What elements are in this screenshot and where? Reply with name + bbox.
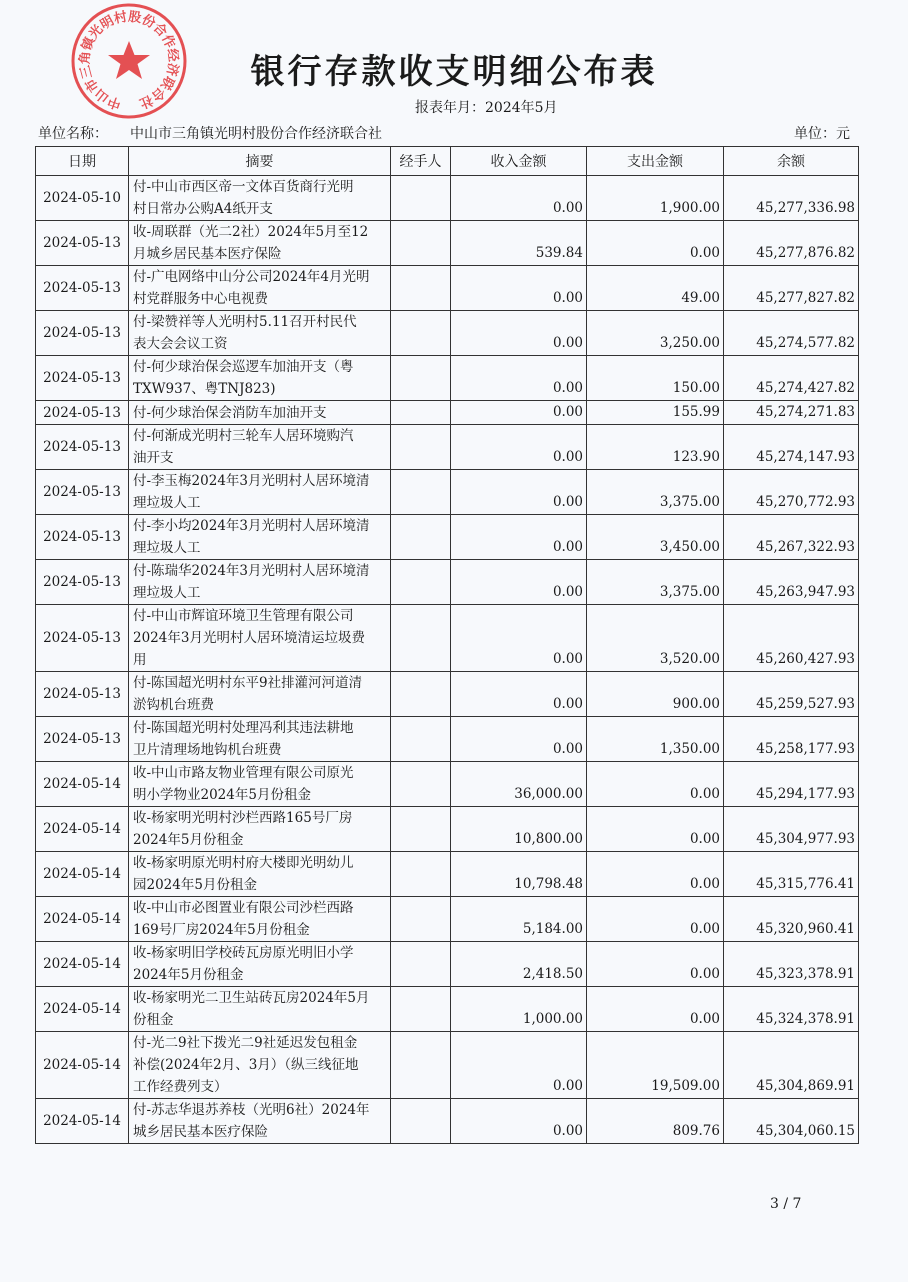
row-income: 2,418.50 <box>451 942 587 987</box>
currency-unit: 单位：元 <box>794 126 850 142</box>
row-balance: 45,294,177.93 <box>724 762 859 807</box>
table-row <box>36 560 859 605</box>
row-summary: 付-李小均2024年3月光明村人居环境清 理垃圾人工 <box>129 515 391 560</box>
table-row <box>36 1032 859 1099</box>
row-expense: 0.00 <box>587 897 724 942</box>
row-handler <box>391 515 451 560</box>
table-row <box>36 515 859 560</box>
row-income: 0.00 <box>451 425 587 470</box>
row-balance: 45,320,960.41 <box>724 897 859 942</box>
row-date: 2024-05-13 <box>36 221 129 266</box>
row-expense: 1,350.00 <box>587 717 724 762</box>
page-title: 银行存款收支明细公布表 <box>250 52 658 92</box>
row-date: 2024-05-13 <box>36 425 129 470</box>
row-balance: 45,304,977.93 <box>724 807 859 852</box>
row-expense: 0.00 <box>587 807 724 852</box>
table-row <box>36 807 859 852</box>
row-income: 10,800.00 <box>451 807 587 852</box>
row-date: 2024-05-13 <box>36 672 129 717</box>
row-income: 0.00 <box>451 356 587 401</box>
report-period: 报表年月：2024年5月 <box>415 100 558 116</box>
row-balance: 45,258,177.93 <box>724 717 859 762</box>
row-income: 0.00 <box>451 515 587 560</box>
row-balance: 45,304,869.91 <box>724 1032 859 1099</box>
row-handler <box>391 942 451 987</box>
row-expense: 3,375.00 <box>587 560 724 605</box>
row-income: 0.00 <box>451 176 587 221</box>
row-income: 10,798.48 <box>451 852 587 897</box>
row-balance: 45,277,336.98 <box>724 176 859 221</box>
row-date: 2024-05-14 <box>36 1032 129 1099</box>
row-date: 2024-05-14 <box>36 987 129 1032</box>
row-handler <box>391 176 451 221</box>
row-date: 2024-05-13 <box>36 717 129 762</box>
row-handler <box>391 356 451 401</box>
row-balance: 45,277,876.82 <box>724 221 859 266</box>
page-indicator: 3 / 7 <box>770 1196 802 1212</box>
row-summary: 付-李玉梅2024年3月光明村人居环境清 理垃圾人工 <box>129 470 391 515</box>
row-date: 2024-05-14 <box>36 897 129 942</box>
row-summary: 付-光二9社下拨光二9社延迟发包租金 补偿(2024年2月、3月）（纵三线征地 工作经费列支） <box>129 1032 391 1099</box>
row-date: 2024-05-14 <box>36 942 129 987</box>
row-summary: 付-何少球治保会巡逻车加油开支（粤 TXW937、粤TNJ823) <box>129 356 391 401</box>
table-row <box>36 221 859 266</box>
row-balance: 45,267,322.93 <box>724 515 859 560</box>
row-handler <box>391 897 451 942</box>
table-row <box>36 311 859 356</box>
row-handler <box>391 560 451 605</box>
ledger-table <box>35 146 859 1144</box>
row-expense: 900.00 <box>587 672 724 717</box>
row-summary: 付-陈国超光明村东平9社排灌河河道清 淤钩机台班费 <box>129 672 391 717</box>
unit-name <box>38 123 382 143</box>
row-expense: 155.99 <box>587 401 724 425</box>
row-income: 0.00 <box>451 560 587 605</box>
row-date: 2024-05-13 <box>36 311 129 356</box>
row-income: 0.00 <box>451 1099 587 1144</box>
row-date: 2024-05-13 <box>36 560 129 605</box>
seal-text: 中山市三角镇光明村股份合作经济联合社 <box>77 9 181 112</box>
table-row <box>36 762 859 807</box>
row-summary: 付-陈瑞华2024年3月光明村人居环境清 理垃圾人工 <box>129 560 391 605</box>
table-row <box>36 401 859 425</box>
row-income: 0.00 <box>451 1032 587 1099</box>
row-handler <box>391 470 451 515</box>
header-balance: 余额 <box>724 147 859 176</box>
row-income: 0.00 <box>451 717 587 762</box>
row-expense: 0.00 <box>587 942 724 987</box>
row-handler <box>391 1032 451 1099</box>
row-balance: 45,274,271.83 <box>724 401 859 425</box>
row-handler <box>391 762 451 807</box>
row-handler <box>391 1099 451 1144</box>
row-balance: 45,323,378.91 <box>724 942 859 987</box>
row-date: 2024-05-13 <box>36 401 129 425</box>
row-income: 0.00 <box>451 401 587 425</box>
row-expense: 0.00 <box>587 221 724 266</box>
row-summary: 付-中山市西区帝一文体百货商行光明 村日常办公购A4纸开支 <box>129 176 391 221</box>
unit-name-label: 单位名称： <box>38 126 108 142</box>
row-income: 0.00 <box>451 311 587 356</box>
row-date: 2024-05-14 <box>36 852 129 897</box>
row-handler <box>391 672 451 717</box>
table-row <box>36 897 859 942</box>
row-income: 0.00 <box>451 605 587 672</box>
table-row <box>36 987 859 1032</box>
row-expense: 809.76 <box>587 1099 724 1144</box>
table-row <box>36 672 859 717</box>
row-income: 5,184.00 <box>451 897 587 942</box>
row-balance: 45,324,378.91 <box>724 987 859 1032</box>
row-date: 2024-05-13 <box>36 605 129 672</box>
row-expense: 123.90 <box>587 425 724 470</box>
row-income: 0.00 <box>451 266 587 311</box>
row-income: 36,000.00 <box>451 762 587 807</box>
row-handler <box>391 311 451 356</box>
row-summary: 付-何少球治保会消防车加油开支 <box>129 401 391 425</box>
row-summary: 收-杨家明原光明村府大楼即光明幼儿 园2024年5月份租金 <box>129 852 391 897</box>
row-income: 0.00 <box>451 672 587 717</box>
row-summary: 收-杨家明光明村沙栏西路165号厂房 2024年5月份租金 <box>129 807 391 852</box>
table-row <box>36 176 859 221</box>
row-handler <box>391 852 451 897</box>
row-summary: 收-杨家明光二卫生站砖瓦房2024年5月 份租金 <box>129 987 391 1032</box>
row-income: 539.84 <box>451 221 587 266</box>
row-balance: 45,259,527.93 <box>724 672 859 717</box>
row-date: 2024-05-13 <box>36 266 129 311</box>
row-expense: 1,900.00 <box>587 176 724 221</box>
table-row <box>36 1099 859 1144</box>
row-expense: 0.00 <box>587 852 724 897</box>
row-summary: 付-中山市辉谊环境卫生管理有限公司 2024年3月光明村人居环境清运垃圾费 用 <box>129 605 391 672</box>
header-expense: 支出金额 <box>587 147 724 176</box>
table-row <box>36 605 859 672</box>
row-expense: 0.00 <box>587 987 724 1032</box>
row-expense: 19,509.00 <box>587 1032 724 1099</box>
header-income: 收入金额 <box>451 147 587 176</box>
row-handler <box>391 401 451 425</box>
table-header-row <box>36 147 859 176</box>
row-handler <box>391 717 451 762</box>
row-handler <box>391 605 451 672</box>
row-summary: 付-何渐成光明村三轮车人居环境购汽 油开支 <box>129 425 391 470</box>
row-handler <box>391 807 451 852</box>
row-date: 2024-05-13 <box>36 470 129 515</box>
row-income: 1,000.00 <box>451 987 587 1032</box>
row-expense: 3,450.00 <box>587 515 724 560</box>
header-handler: 经手人 <box>391 147 451 176</box>
row-balance: 45,274,427.82 <box>724 356 859 401</box>
row-date: 2024-05-13 <box>36 515 129 560</box>
row-balance: 45,263,947.93 <box>724 560 859 605</box>
row-date: 2024-05-10 <box>36 176 129 221</box>
table-row <box>36 942 859 987</box>
unit-name-value: 中山市三角镇光明村股份合作经济联合社 <box>130 126 382 142</box>
row-date: 2024-05-13 <box>36 356 129 401</box>
row-balance: 45,277,827.82 <box>724 266 859 311</box>
table-row <box>36 852 859 897</box>
header-summary: 摘要 <box>129 147 391 176</box>
table-row <box>36 425 859 470</box>
row-date: 2024-05-14 <box>36 807 129 852</box>
row-date: 2024-05-14 <box>36 1099 129 1144</box>
row-summary: 付-苏志华退苏养枝（光明6社）2024年 城乡居民基本医疗保险 <box>129 1099 391 1144</box>
row-summary: 付-陈国超光明村处理冯利其违法耕地 卫片清理场地钩机台班费 <box>129 717 391 762</box>
row-expense: 150.00 <box>587 356 724 401</box>
row-date: 2024-05-14 <box>36 762 129 807</box>
row-summary: 付-广电网络中山分公司2024年4月光明 村党群服务中心电视费 <box>129 266 391 311</box>
row-expense: 3,250.00 <box>587 311 724 356</box>
row-expense: 3,520.00 <box>587 605 724 672</box>
row-expense: 49.00 <box>587 266 724 311</box>
row-handler <box>391 266 451 311</box>
row-balance: 45,315,776.41 <box>724 852 859 897</box>
table-row <box>36 717 859 762</box>
row-balance: 45,270,772.93 <box>724 470 859 515</box>
row-balance: 45,260,427.93 <box>724 605 859 672</box>
table-row <box>36 266 859 311</box>
row-expense: 3,375.00 <box>587 470 724 515</box>
row-handler <box>391 425 451 470</box>
row-balance: 45,274,577.82 <box>724 311 859 356</box>
row-summary: 收-中山市必图置业有限公司沙栏西路 169号厂房2024年5月份租金 <box>129 897 391 942</box>
row-expense: 0.00 <box>587 762 724 807</box>
row-summary: 收-杨家明旧学校砖瓦房原光明旧小学 2024年5月份租金 <box>129 942 391 987</box>
header-date: 日期 <box>36 147 129 176</box>
row-handler <box>391 221 451 266</box>
row-balance: 45,304,060.15 <box>724 1099 859 1144</box>
row-summary: 收-中山市路友物业管理有限公司原光 明小学物业2024年5月份租金 <box>129 762 391 807</box>
row-summary: 收-周联群（光二2社）2024年5月至12 月城乡居民基本医疗保险 <box>129 221 391 266</box>
row-income: 0.00 <box>451 470 587 515</box>
row-balance: 45,274,147.93 <box>724 425 859 470</box>
row-summary: 付-梁赞祥等人光明村5.11召开村民代 表大会会议工资 <box>129 311 391 356</box>
row-handler <box>391 987 451 1032</box>
table-row <box>36 356 859 401</box>
table-row <box>36 470 859 515</box>
